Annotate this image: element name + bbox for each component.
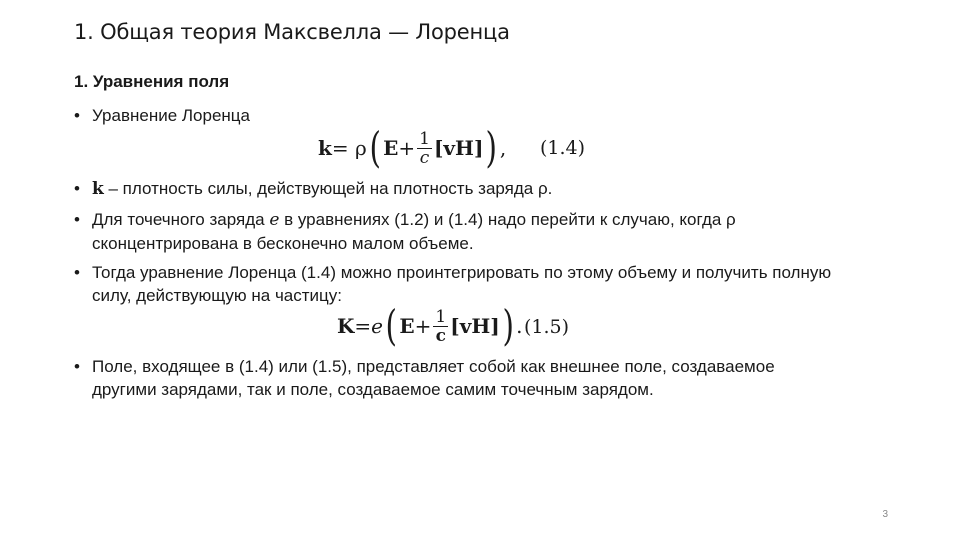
bullet-text-rest: – плотность силы, действующей на плотность заряда ρ. <box>103 179 553 198</box>
left-paren: ( <box>385 301 397 350</box>
bullet-text: Тогда уравнение Лоренца (1.4) можно проинтегрировать по этому объему и получить полную силу, действующую на частицу: <box>92 263 832 305</box>
bullet-field <box>74 355 834 401</box>
right-paren: ) <box>502 301 514 350</box>
eq-E: E <box>383 136 399 160</box>
eq-lhs: K <box>337 314 355 338</box>
bullet-point-charge <box>74 208 804 255</box>
eq-vH: [vH] <box>433 136 484 160</box>
fraction-numerator: 1 <box>435 306 447 327</box>
bullet-text-post: в уравнениях (1.2) и (1.4) надо перейти к случаю, когда ρ сконцентрирована в бесконечно малом объеме. <box>92 210 736 253</box>
eq-sign: = <box>354 314 372 338</box>
bullet-lorentz-equation <box>74 104 250 127</box>
bullet-marker: • <box>74 357 80 376</box>
eq-E: E <box>399 314 415 338</box>
eq-plus: + <box>398 136 416 160</box>
section-heading: 1. Уравнения поля <box>74 72 230 91</box>
bullet-text <box>92 177 552 201</box>
symbol-k: k <box>92 179 104 199</box>
slide-title: 1. Общая теория Максвелла — Лоренца <box>74 20 510 44</box>
bullet-integrate <box>74 261 834 307</box>
bullet-marker: • <box>74 263 80 282</box>
fraction-numerator: 1 <box>419 128 430 149</box>
left-paren: ( <box>369 123 381 172</box>
equation-1-4 <box>318 124 506 172</box>
bullet-marker: • <box>74 179 80 198</box>
eq-vH: [vH] <box>450 314 500 338</box>
page-number: 3 <box>882 509 888 520</box>
symbol-e: e <box>269 210 280 230</box>
eq-plus: + <box>414 314 432 338</box>
bullet-text-pre: Для точечного заряда <box>92 210 270 229</box>
eq-e: e <box>371 314 383 338</box>
eq-sign: = ρ <box>331 136 367 160</box>
eq-period: . <box>516 314 523 338</box>
fraction-denominator: c <box>419 147 430 168</box>
fraction <box>417 130 432 167</box>
equation-number-1-5: (1.5) <box>524 316 570 338</box>
fraction-denominator: c <box>435 325 446 346</box>
eq-comma: , <box>499 136 507 160</box>
fraction <box>433 308 448 345</box>
equation-number-1-4: (1.4) <box>540 137 586 159</box>
bullet-text <box>92 208 804 255</box>
eq-lhs: k <box>318 136 332 160</box>
right-paren: ) <box>485 123 498 172</box>
bullet-k-definition <box>74 177 552 201</box>
bullet-text: Уравнение Лоренца <box>92 106 250 125</box>
bullet-marker: • <box>74 210 80 229</box>
equation-1-5 <box>337 302 522 350</box>
bullet-marker: • <box>74 106 80 125</box>
bullet-text: Поле, входящее в (1.4) или (1.5), представляет собой как внешнее поле, создаваемое другими зарядами, так и поле, создаваемое самим точечным зарядом. <box>92 357 775 399</box>
